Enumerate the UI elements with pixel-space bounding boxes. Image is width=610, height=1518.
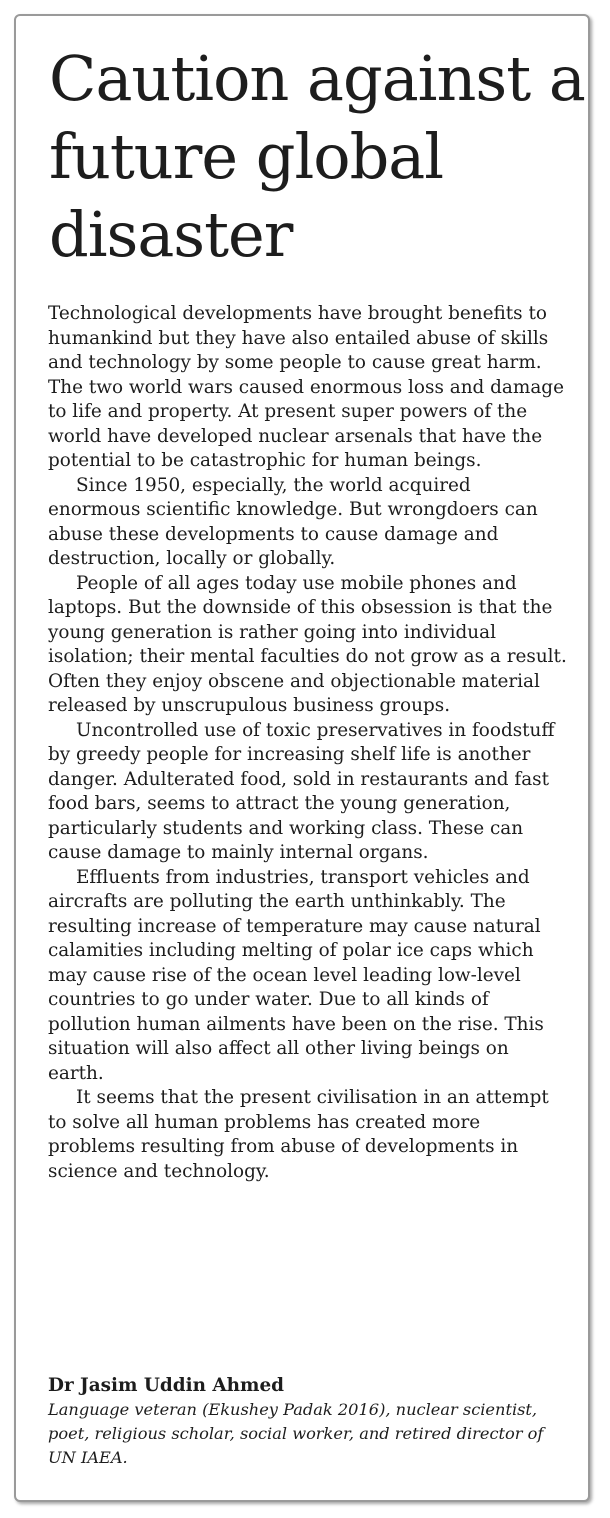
article-headline: Caution against a future global disaster [49,42,585,271]
author-credentials: Language veteran (Ekushey Padak 2016), nuclear scientist, poet, religious scholar, social worker, and retired director of UN IAEA. [48,1400,544,1467]
article-body [48,302,568,1184]
article-paragraph: It seems that the present civilisation in an attempt to solve all human problems has created more problems resulting from abuse of developments in science and technology. [48,1087,549,1182]
article-paragraph: People of all ages today use mobile phones and laptops. But the downside of this obsession is that the young generation is rather going into individual isolation; their mental faculties do not grow as a result. Often they enjoy obscene and objectionable material released by unscrupulous business groups. [48,572,567,716]
article-paragraph: Technological developments have brought benefits to humankind but they have also entailed abuse of skills and technology by some people to cause great harm. The two world wars caused enormous loss and damage to life and property. At present super powers of the world have developed nuclear arsenals that have the potential to be catastrophic for human beings. [48,303,564,471]
byline [48,1374,568,1470]
article-paragraph: Uncontrolled use of toxic preservatives in foodstuff by greedy people for increasing shelf life is another danger. Adulterated food, sold in restaurants and fast food bars, seems to attract the young generation, particularly students and working class. These can cause damage to mainly internal organs. [48,719,555,863]
author-name: Dr Jasim Uddin Ahmed [48,1375,285,1396]
article-paragraph: Effluents from industries, transport vehicles and aircrafts are polluting the earth unthinkably. The resulting increase of temperature may cause natural calamities including melting of polar ice caps which may cause rise of the ocean level leading low-level countries to go under water. Due to all kinds of pollution human ailments have been on the rise. This situation will also affect all other living beings on earth. [48,866,544,1084]
article-paragraph: Since 1950, especially, the world acquired enormous scientific knowledge. But wrongdoers can abuse these developments to cause damage and destruction, locally or globally. [48,474,538,569]
